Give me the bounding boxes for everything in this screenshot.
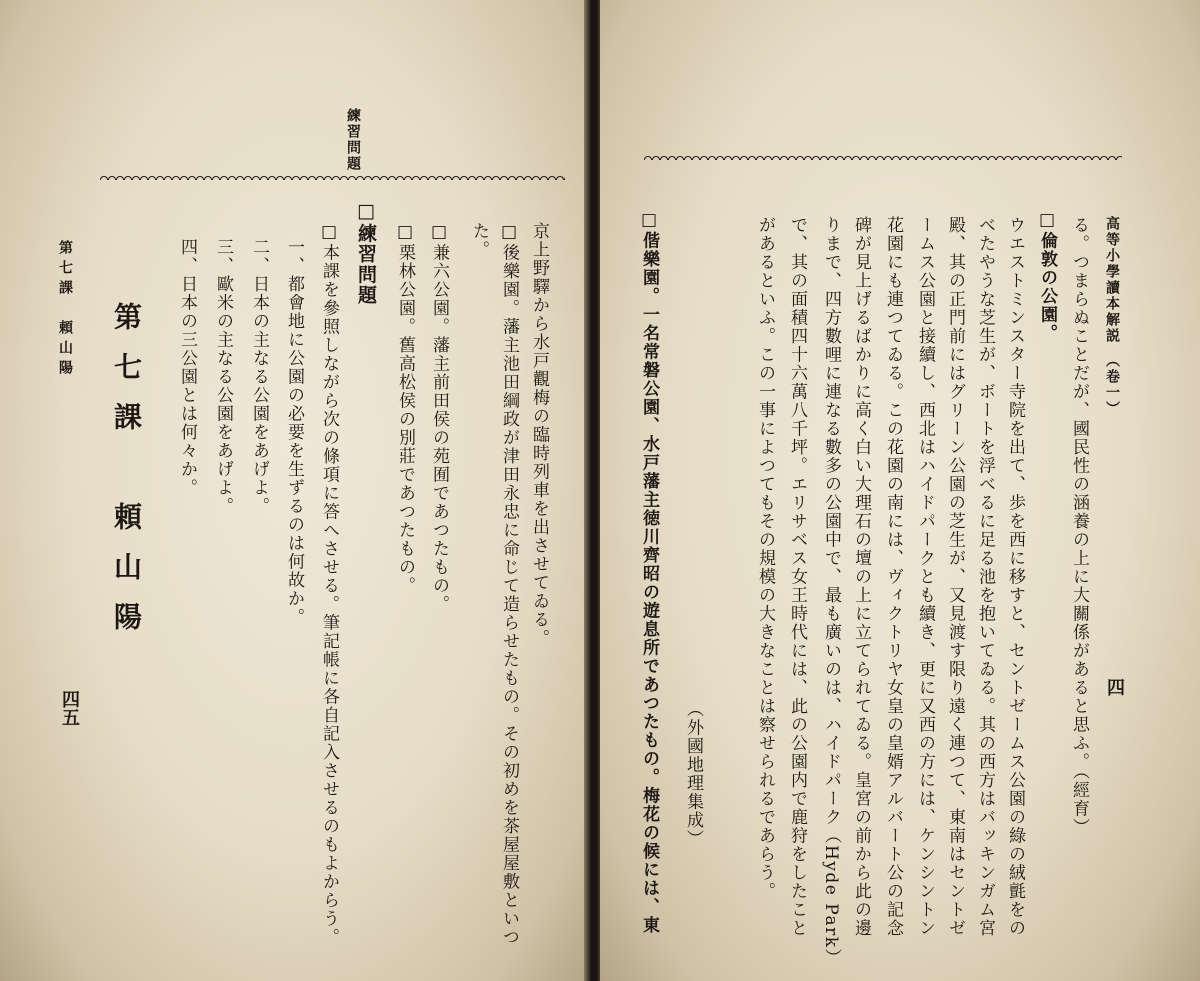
right-page: [600, 0, 1200, 981]
text-line: があるといふ。この一事によつてもその規模の大きなことは察せられるであらう。: [755, 216, 775, 901]
text-line: ームス公園と接續し、西北はハイドパークとも續き、更に又西の方には、ケンシントン: [915, 216, 935, 938]
left-page: [0, 0, 588, 981]
section-heading: □偕樂園。一名常磐公園、水戸藩主徳川齊昭の遊息所であつたもの。梅花の候には、東: [639, 210, 659, 935]
lesson-title: 第七課 頼山陽: [110, 302, 143, 652]
page-number: 四: [1104, 678, 1125, 696]
text-line: る。つまらぬことだが、國民性の涵養の上に大關係があると思ふ。（經育）: [1069, 216, 1089, 837]
text-line: で、其の面積四十六萬八千坪。エリサベス女王時代には、此の公園内で鹿狩をしたこと: [787, 216, 807, 938]
lesson-running-head: 第七課 頼山陽: [57, 240, 73, 380]
page-number: 四五: [59, 690, 80, 726]
text-line: 花園にも連つてゐる。この花園の南には、ヴィクトリヤ女皇の皇婿アルバート公の記念: [883, 216, 903, 938]
running-head: 練習問題: [345, 108, 361, 172]
text-line: 碑が見上げるばかりに高く白い大理石の壇の上に立てられてゐる。皇宮の前から此の邊: [851, 216, 871, 938]
text-line: りまで、四方數哩に連なる數多の公園中で、最も廣いのは、ハイドパーク（Hyde Park）: [821, 216, 841, 968]
header-rule: [100, 172, 565, 180]
text-line: た。: [469, 222, 489, 259]
text-line: べたやうな芝生が、ボートを浮べるに足る池を抱いてゐる。其の西方はバッキンガム宮: [975, 216, 995, 938]
source-note: （外國地理集成）: [683, 700, 703, 848]
header-rule: [644, 152, 1122, 160]
exercise-heading: □練習問題: [355, 200, 377, 306]
question-item: 二、日本の主なる公園をあげよ。: [249, 238, 269, 516]
text-line: 京上野驛から水戸觀梅の臨時列車を出させてゐる。: [529, 222, 549, 648]
text-line: ウエストミンスター寺院を出て、歩を西に移すと、セントゼームス公園の綠の絨氈をの: [1005, 216, 1025, 938]
text-line: 殿、其の正門前にはグリーン公園の芝生が、又見渡す限り遠く連つて、東南はセントゼ: [945, 216, 965, 938]
running-head: 高等小學讀本解説 （卷一）: [1104, 216, 1120, 417]
text-line: □兼六公園。藩主前田侯の苑囿であつたもの。: [429, 222, 449, 614]
text-line: □後樂園。藩主池田綱政が津田永忠に命じて造らせたもの。その初めを茶屋屋敷といつ: [499, 222, 519, 947]
question-item: 一、都會地に公園の必要を生ずるのは何故か。: [284, 238, 304, 627]
exercise-intro: □本課を參照しながら次の條項に答へさせる。筆記帳に各自記入させるのもよからう。: [319, 222, 339, 947]
question-item: 四、日本の三公園とは何々か。: [177, 238, 197, 497]
text-line: □栗林公園。舊高松侯の別莊であつたもの。: [395, 222, 415, 595]
question-item: 三、歐米の主なる公園をあげよ。: [213, 238, 233, 516]
section-heading: □倫敦の公園。: [1037, 210, 1057, 343]
